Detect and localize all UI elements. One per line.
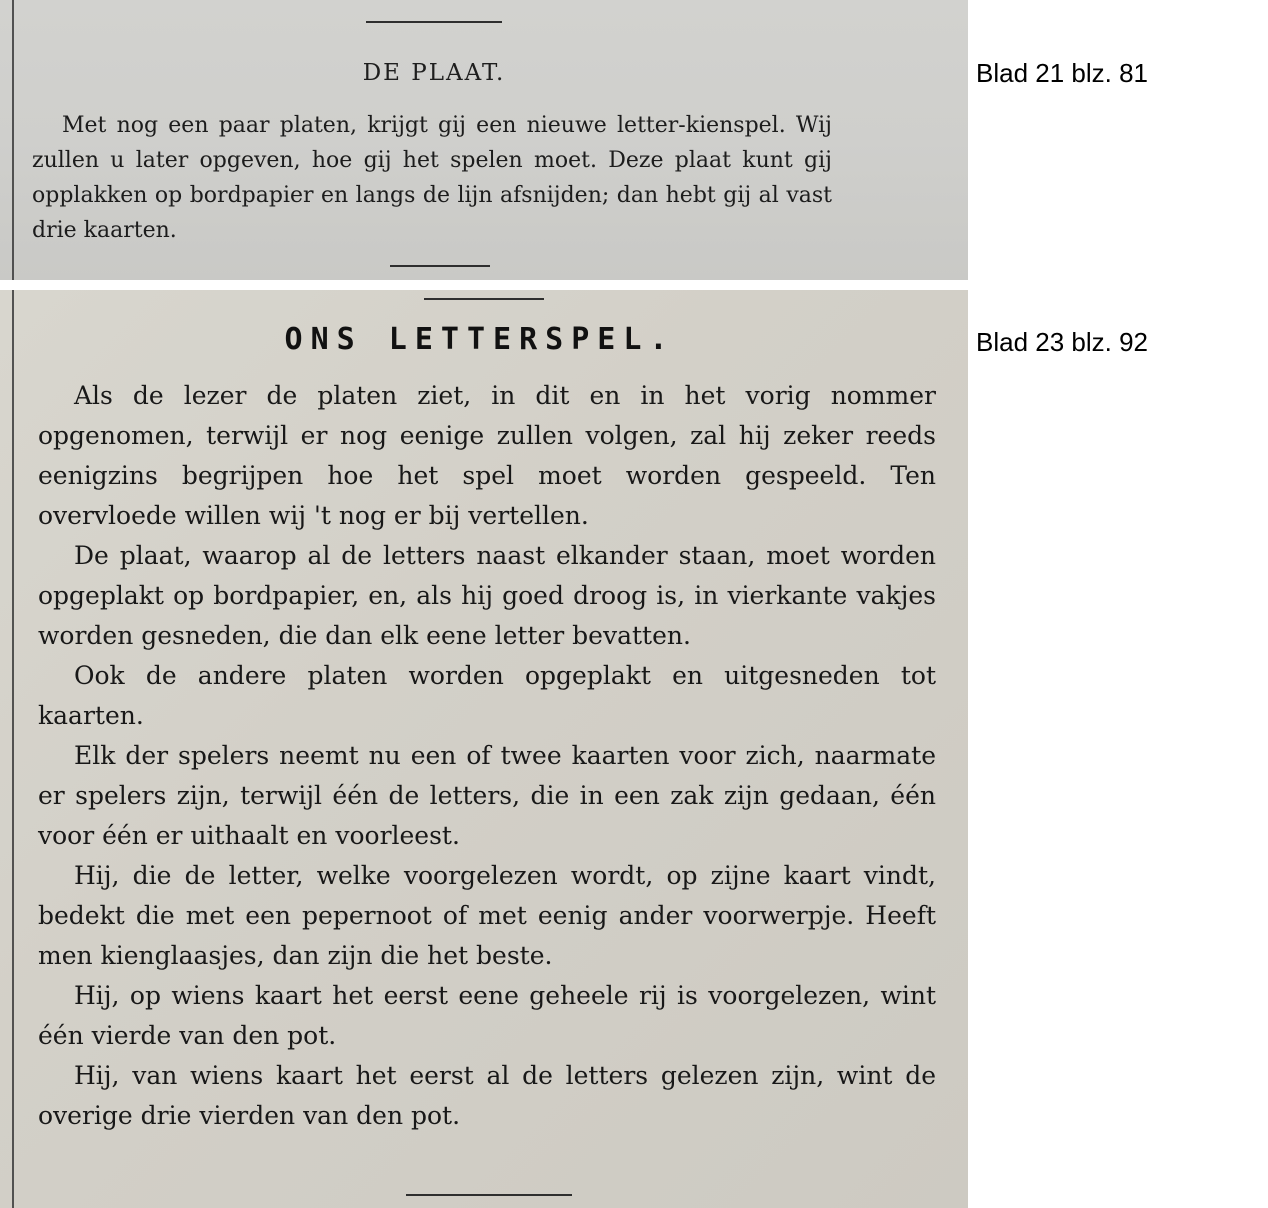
heading-de-plaat: DE PLAAT. — [362, 60, 506, 86]
paragraph: Hij, op wiens kaart het eerst eene geheele rij is voorgelezen, wint één vierde van den pot. — [38, 981, 936, 1050]
scan-excerpt-de-plaat — [0, 0, 968, 280]
paragraph: Elk der spelers neemt nu een of twee kaarten voor zich, naarmate er spelers zijn, terwijl één de letters, die in een zak zijn gedaan, één voor één er uithaalt en voorleest. — [38, 741, 936, 850]
column-border — [12, 290, 14, 1208]
divider-top — [424, 298, 544, 300]
paragraph: Met nog een paar platen, krijgt gij een nieuwe letter-kienspel. Wij zullen u later opgeven, hoe gij het spelen moet. Deze plaat kunt gij opplakken op bordpapier en langs de lijn afsnijden; dan hebt gij al vast drie kaarten. — [32, 113, 832, 243]
paragraph: Hij, van wiens kaart het eerst al de letters gelezen zijn, wint de overige drie vierden van den pot. — [38, 1061, 936, 1130]
divider-top — [366, 21, 502, 23]
column-border — [12, 0, 14, 280]
heading-ons-letterspel: ONS LETTERSPEL. — [284, 322, 676, 357]
divider-bottom — [390, 265, 490, 267]
body-de-plaat — [32, 108, 832, 248]
paragraph: Als de lezer de platen ziet, in dit en in het vorig nommer opgenomen, terwijl er nog eenige zullen volgen, zal hij zeker reeds eenigzins begrijpen hoe het spel moet worden gespeeld. Ten overvloede willen wij 't nog er bij vertellen. — [38, 381, 936, 530]
paragraph: Hij, die de letter, welke voorgelezen wordt, op zijne kaart vindt, bedekt die met een pepernoot of met eenig ander voorwerpje. Heeft men kienglaasjes, dan zijn die het beste. — [38, 861, 936, 970]
scan-excerpt-ons-letterspel — [0, 290, 968, 1208]
source-label-blad-21: Blad 21 blz. 81 — [976, 58, 1149, 88]
paragraph: Ook de andere platen worden opgeplakt en uitgesneden tot kaarten. — [38, 661, 936, 730]
source-label-blad-23: Blad 23 blz. 92 — [976, 327, 1149, 357]
paragraph: De plaat, waarop al de letters naast elkander staan, moet worden opgeplakt op bordpapier, en, als hij goed droog is, in vierkante vakjes worden gesneden, die dan elk eene letter bevatten. — [38, 541, 936, 650]
body-ons-letterspel — [38, 376, 936, 1136]
divider-bottom — [406, 1194, 572, 1196]
